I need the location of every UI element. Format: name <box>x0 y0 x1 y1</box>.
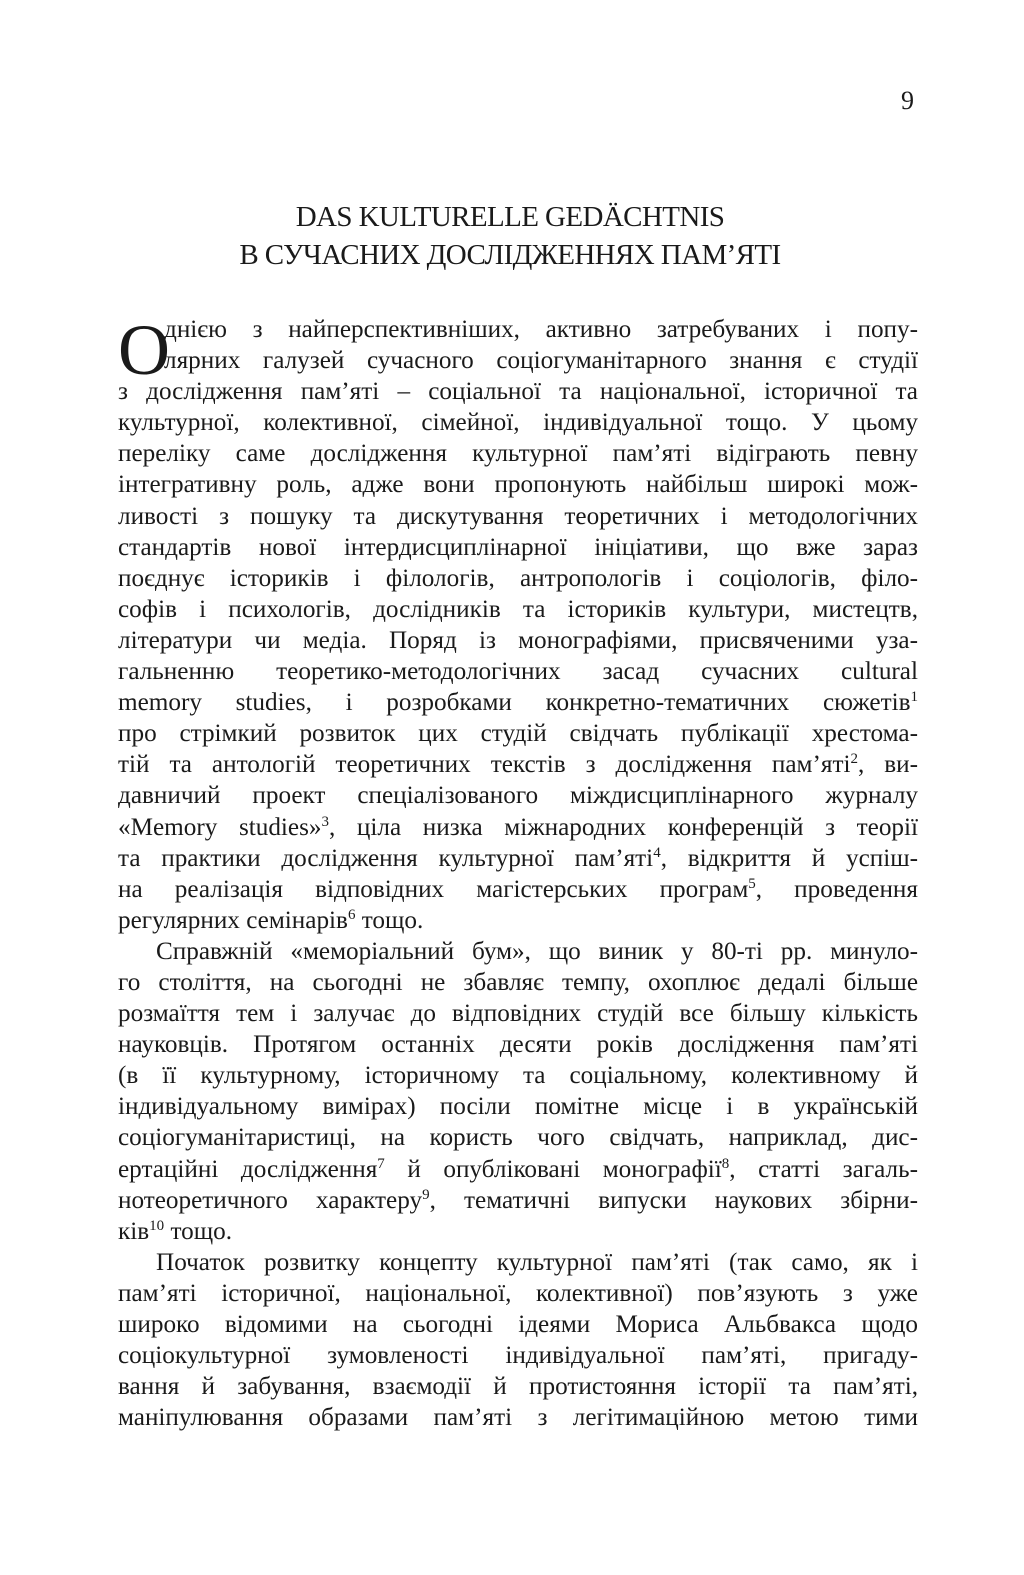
line-text: тощо. <box>164 1217 232 1245</box>
line-text: ертаційні дослідження <box>118 1155 378 1183</box>
text-line: (в її культурному, історичному та соціальному, колективному й <box>118 1062 918 1090</box>
footnote-ref[interactable]: 7 <box>377 1155 385 1172</box>
text-line <box>118 843 918 874</box>
line-text: , ціла низка міжнародних конференцій з теорії <box>329 813 918 841</box>
text-line <box>118 874 918 905</box>
line-text: , статті загаль- <box>729 1155 918 1183</box>
line-text: нотеоретичного характеру <box>118 1186 423 1214</box>
text-line: лярних галузей сучасного соціогуманітарного знання є студії <box>164 347 918 375</box>
text-line: пам’яті історичної, національної, колективної) пов’язують з уже <box>118 1279 918 1307</box>
text-line: соціокультурної зумовленості індивідуальної пам’яті, пригаду- <box>118 1342 918 1370</box>
text-line: науковців. Протягом останніх десяти років дослідження пам’яті <box>118 1031 918 1059</box>
line-text: , відкриття й успіш- <box>660 844 918 872</box>
text-line <box>118 812 918 843</box>
text-line: соціогуманітаристиці, на користь чого свідчать, наприклад, дис- <box>118 1124 918 1152</box>
footnote-ref[interactable]: 1 <box>910 689 918 706</box>
footnote-ref[interactable]: 9 <box>422 1186 430 1203</box>
text-line: поєднує істориків і філологів, антропологів і соціологів, філо- <box>118 564 918 592</box>
text-line <box>118 1216 918 1247</box>
chapter-title <box>100 198 920 274</box>
text-line: Початок розвитку концепту культурної пам’яті (так само, як і <box>156 1248 918 1276</box>
line-text: регулярних семінарів <box>118 906 348 934</box>
text-line: літератури чи медіа. Поряд із монографіями, присвяченими уза- <box>118 626 918 654</box>
text-line: інтегративну роль, адже вони пропонують найбільш широкі мож- <box>118 471 918 499</box>
line-text: тощо. <box>355 906 424 934</box>
text-line: софів і психологів, дослідників та істориків культури, мистецтв, <box>118 595 918 623</box>
text-line <box>118 1185 918 1216</box>
text-line <box>118 687 918 718</box>
line-text: memory studies, і розробками конкретно-тематичних сюжетів <box>118 689 911 717</box>
text-line: індивідуальному вимірах) посіли помітне місце і в українській <box>118 1093 918 1121</box>
footnote-ref[interactable]: 6 <box>347 906 356 923</box>
line-text: тій та антологій теоретичних текстів з дослідження пам’яті <box>118 751 851 779</box>
text-line: про стрімкий розвиток цих студій свідчать публікації хрестома- <box>118 720 918 748</box>
footnote-ref[interactable]: 2 <box>850 751 858 768</box>
text-line: го століття, на сьогодні не збавляє темпу, охоплює дедалі більше <box>118 968 918 996</box>
drop-cap: О <box>118 310 169 390</box>
text-line: з дослідження пам’яті – соціальної та національної, історичної та <box>118 378 918 406</box>
line-text: «Memory studies» <box>118 813 322 841</box>
footnote-ref[interactable]: 8 <box>721 1155 730 1172</box>
text-line <box>118 905 918 936</box>
footnote-ref[interactable]: 4 <box>653 844 661 861</box>
line-text: , тематичні випуски наукових збірни- <box>429 1186 918 1214</box>
line-text: й опубліковані монографії <box>384 1155 722 1183</box>
text-line <box>118 749 918 780</box>
text-line: стандартів нової інтердисциплінарної ініціативи, що вже зараз <box>118 533 918 561</box>
text-line: широко відомими на сьогодні ідеями Мориса Альбвакса щодо <box>118 1311 918 1338</box>
text-line: маніпулювання образами пам’яті з легітимаційною метою тими <box>118 1404 918 1432</box>
footnote-ref[interactable]: 3 <box>321 813 330 830</box>
line-text: та практики дослідження культурної пам’яті <box>118 844 654 872</box>
line-text: на реалізація відповідних магістерських програм <box>118 875 749 903</box>
text-line: переліку саме дослідження культурної пам’яті відіграють певну <box>118 440 918 468</box>
body-text <box>118 310 918 1433</box>
footnote-ref[interactable]: 5 <box>748 875 756 892</box>
chapter-title-line-1: DAS KULTURELLE GEDÄCHTNIS <box>295 201 725 233</box>
page-number: 9 <box>901 86 914 115</box>
line-text: , проведення <box>755 875 918 903</box>
text-line: давничий проект спеціалізованого міждисциплінарного журналу <box>118 782 918 810</box>
chapter-title-line-2: В СУЧАСНИХ ДОСЛІДЖЕННЯХ ПАМ’ЯТІ <box>239 239 781 271</box>
text-line: днією з найперспективніших, активно затребуваних і попу- <box>164 316 918 343</box>
text-line: ливості з пошуку та дискутування теоретичних і методологічних <box>118 502 918 530</box>
text-line: вання й забування, взаємодії й протистояння історії та пам’яті, <box>118 1373 918 1401</box>
text-line: гальненню теоретико-методологічних засад сучасних cultural <box>118 658 918 686</box>
text-line <box>118 1154 918 1185</box>
text-line: розмаїття тем і залучає до відповідних студій все більшу кількість <box>118 1000 918 1028</box>
text-line: культурної, колективної, сімейної, індивідуальної тощо. У цьому <box>118 409 918 437</box>
footnote-ref[interactable]: 10 <box>149 1217 165 1234</box>
text-line: Справжній «меморіальний бум», що виник у 80-ті рр. минуло- <box>156 937 918 965</box>
line-text: , ви- <box>857 751 918 779</box>
line-text: ків <box>118 1217 150 1245</box>
